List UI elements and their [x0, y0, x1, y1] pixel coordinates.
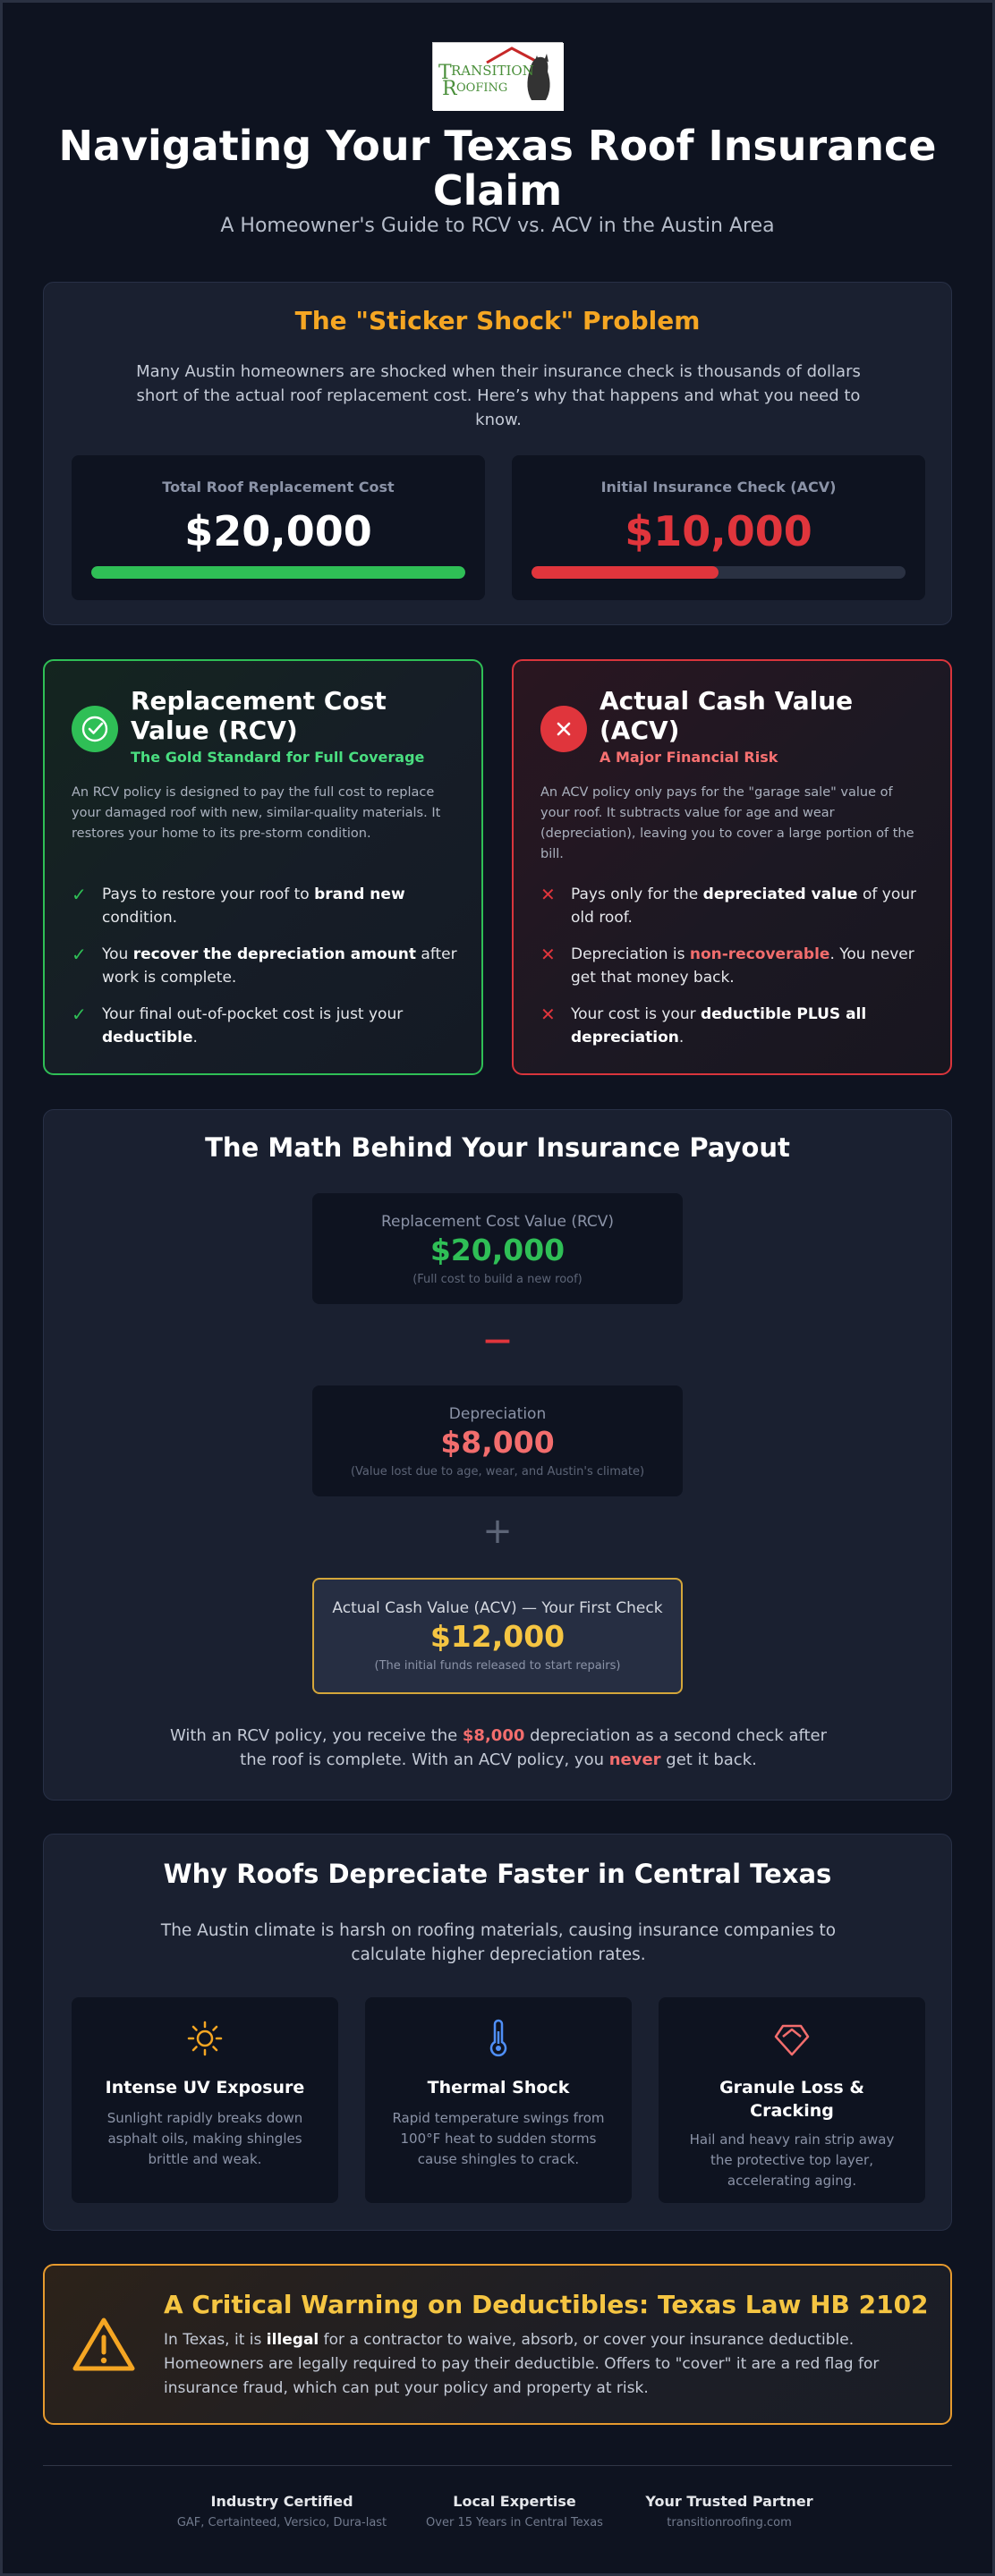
sun-icon	[72, 2017, 338, 2060]
factor-title: Intense UV Exposure	[105, 2078, 305, 2097]
check-circle-icon	[72, 706, 118, 752]
svg-text:RANSITION: RANSITION	[451, 63, 534, 79]
list-item: ✓ Pays to restore your roof to brand new condition.	[72, 884, 405, 927]
math-value: $12,000	[429, 1619, 566, 1654]
stat-card-initial-check	[512, 455, 925, 600]
factor-card-thermal	[365, 1997, 632, 2203]
rcv-description: An RCV policy is designed to pay the full cost to replace your damaged roof with new, similar-quality materials. It restores your home to its pre-storm condition.	[72, 785, 441, 841]
check-icon: ✓	[72, 944, 87, 965]
acv-title: Actual Cash Value (ACV)	[600, 686, 854, 745]
rcv-tagline: The Gold Standard for Full Coverage	[131, 749, 425, 766]
rcv-points	[72, 883, 458, 1063]
section-title: The "Sticker Shock" Problem	[294, 306, 701, 335]
math-subtext: (Full cost to build a new roof)	[412, 1273, 583, 1286]
math-note: With an RCV policy, you receive the $8,000 depreciation as a second check after the roof is complete. With an ACV policy, you never get it back.	[169, 1726, 828, 1769]
footer-divider	[43, 2465, 952, 2466]
footer-subtext: GAF, Certainteed, Versico, Dura-last	[176, 2516, 387, 2529]
sticker-shock-section	[43, 282, 952, 625]
x-icon: ✕	[540, 1004, 556, 1025]
warning-title: A Critical Warning on Deductibles: Texas Law HB 2102	[164, 2290, 929, 2319]
footer-subtext: transitionroofing.com	[667, 2516, 792, 2529]
section-title: The Math Behind Your Insurance Payout	[205, 1132, 790, 1163]
factor-card-uv	[72, 1997, 338, 2203]
svg-text:R: R	[442, 78, 457, 100]
footer-col-local	[403, 2493, 626, 2529]
progress-bar	[91, 566, 465, 579]
acv-tagline: A Major Financial Risk	[600, 749, 778, 766]
section-title: Why Roofs Depreciate Faster in Central Texas	[163, 1859, 832, 1889]
factor-card-granule	[659, 1997, 925, 2203]
shingle-icon	[659, 2017, 925, 2060]
check-icon: ✓	[72, 1004, 87, 1025]
svg-text:T: T	[438, 62, 452, 84]
depreciation-math-box	[312, 1385, 683, 1496]
acv-description: An ACV policy only pays for the "garage sale" value of your roof. It subtracts value for age and wear (depreciation), leaving you to cover a large portion of the bill.	[540, 785, 914, 861]
progress-bar	[532, 566, 906, 579]
progress-bar-fill	[532, 566, 719, 579]
thermometer-icon	[365, 2017, 632, 2060]
list-item: ✓ Your final out-of-pocket cost is just your deductible.	[72, 1004, 404, 1046]
math-label: Depreciation	[448, 1405, 547, 1423]
acv-math-box	[312, 1578, 683, 1694]
minus-operator: —	[484, 1325, 511, 1356]
section-text: Many Austin homeowners are shocked when their insurance check is thousands of dollars short of the actual roof replacement cost. Here’s why that happens and what you need to know.	[136, 362, 861, 429]
math-label: Actual Cash Value (ACV) — Your First Check	[332, 1599, 663, 1617]
x-icon: ✕	[540, 884, 556, 905]
factor-text: Rapid temperature swings from 100°F heat to sudden storms cause shingles to crack.	[392, 2110, 605, 2167]
rcv-math-box	[312, 1193, 683, 1304]
page-subtitle: A Homeowner's Guide to RCV vs. ACV in the Austin Area	[220, 215, 775, 237]
footer-subtext: Over 15 Years in Central Texas	[426, 2516, 603, 2529]
depreciation-section	[43, 1834, 952, 2231]
company-logo	[432, 42, 563, 110]
math-section	[43, 1109, 952, 1801]
list-item: ✓ You recover the depreciation amount after work is complete.	[72, 944, 457, 987]
math-subtext: (Value lost due to age, wear, and Austin's climate)	[350, 1465, 645, 1479]
list-item: ✕ Pays only for the depreciated value of your old roof.	[540, 884, 917, 927]
footer-col-partner	[617, 2493, 841, 2529]
rcv-card	[43, 659, 483, 1075]
stat-card-replacement-cost	[72, 455, 485, 600]
factor-text: Sunlight rapidly breaks down asphalt oils, making shingles brittle and weak.	[106, 2110, 303, 2167]
list-item: ✕ Depreciation is non-recoverable. You never get that money back.	[540, 944, 914, 987]
x-circle-icon	[540, 706, 587, 752]
x-icon: ✕	[540, 944, 556, 965]
acv-card	[512, 659, 952, 1075]
progress-bar-fill	[91, 566, 465, 579]
math-value: $20,000	[429, 1233, 566, 1267]
factor-title: Thermal Shock	[427, 2078, 570, 2097]
list-item: ✕ Your cost is your deductible PLUS all depreciation.	[540, 1004, 867, 1046]
rcv-title: Replacement Cost Value (RCV)	[131, 686, 387, 745]
stat-label: Total Roof Replacement Cost	[162, 479, 395, 496]
math-value: $8,000	[440, 1425, 555, 1460]
factor-text: Hail and heavy rain strip away the protective top layer, accelerating aging.	[689, 2131, 895, 2189]
math-subtext: (The initial funds released to start repairs)	[374, 1659, 621, 1673]
footer-title: Your Trusted Partner	[645, 2493, 813, 2510]
footer-title: Industry Certified	[210, 2493, 353, 2510]
stat-value: $10,000	[625, 507, 812, 555]
footer-title: Local Expertise	[453, 2493, 576, 2510]
stat-label: Initial Insurance Check (ACV)	[600, 479, 837, 496]
stat-value: $20,000	[184, 507, 372, 555]
warning-icon	[72, 2316, 136, 2377]
math-label: Replacement Cost Value (RCV)	[380, 1213, 615, 1231]
warning-text: In Texas, it is illegal for a contractor to waive, absorb, or cover your insurance deductible. Homeowners are legally required to pay their deductible. Offers to "cover" it are a red flag for insurance fraud, which can put your policy and property at risk.	[164, 2331, 880, 2397]
deductible-warning	[43, 2264, 952, 2425]
factor-title: Granule Loss & Cracking	[719, 2078, 864, 2121]
plus-operator: +	[482, 1511, 513, 1552]
svg-text:OOFING: OOFING	[456, 81, 508, 95]
check-icon: ✓	[72, 884, 87, 905]
page-title: Navigating Your Texas Roof Insurance Claim	[58, 122, 937, 215]
section-text: The Austin climate is harsh on roofing materials, causing insurance companies to calculate higher depreciation rates.	[160, 1921, 837, 1964]
acv-points	[540, 883, 927, 1063]
footer-col-certified	[170, 2493, 394, 2529]
